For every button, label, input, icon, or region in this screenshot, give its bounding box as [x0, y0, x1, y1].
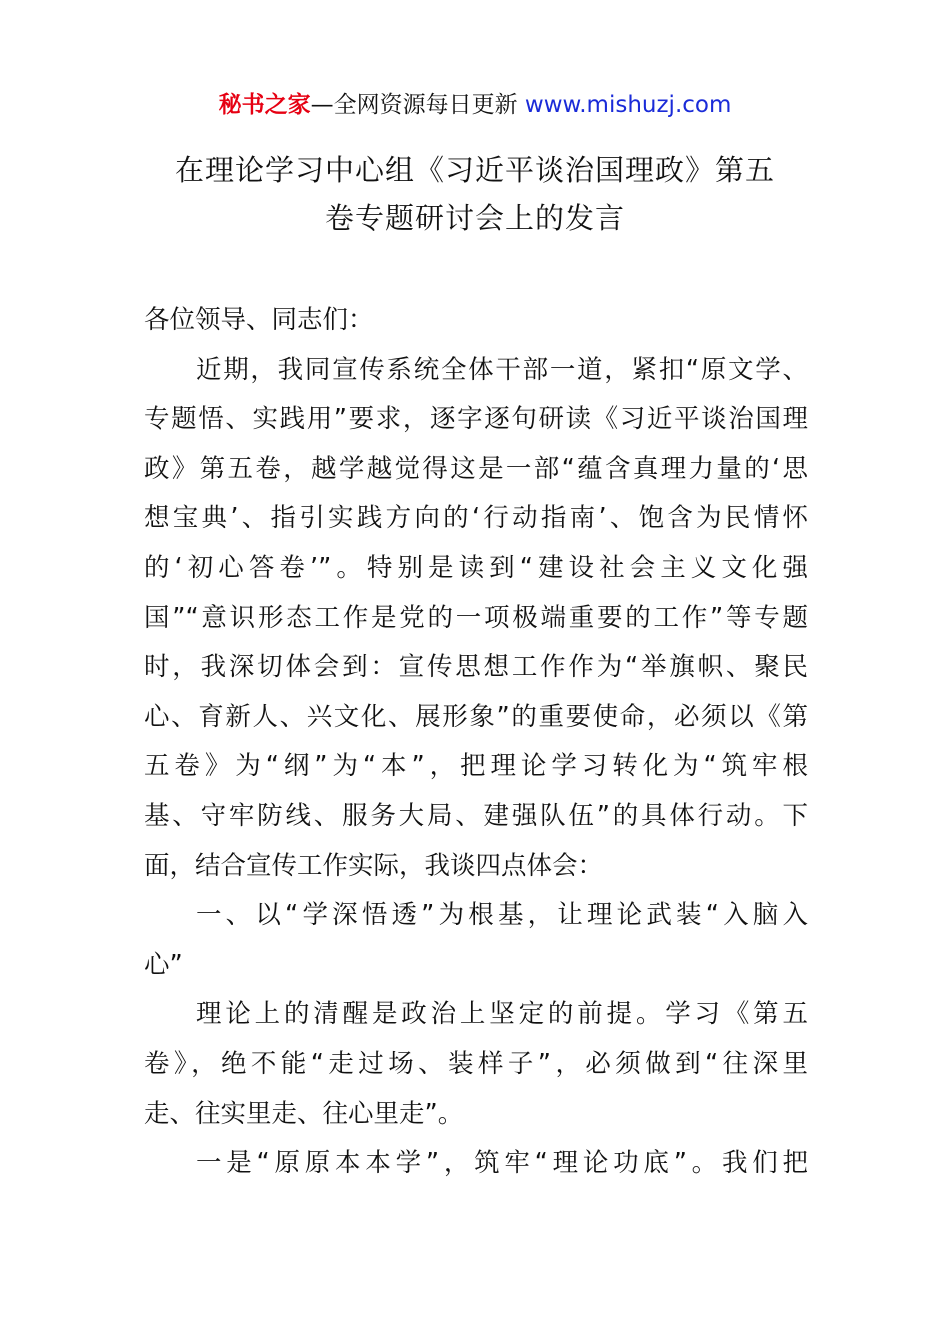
body-line: 一是“原原本本学”，筑牢“理论功底”。我们把 — [196, 1148, 808, 1179]
document-body — [144, 296, 808, 1189]
body-line: 基、守牢防线、服务大局、建强队伍”的具体行动。下 — [144, 800, 808, 831]
body-line: 的‘初心答卷’”。特别是读到“建设社会主义文化强 — [144, 552, 808, 583]
body-line: 面，结合宣传工作实际，我谈四点体会： — [144, 850, 604, 881]
body-line: 心、育新人、兴文化、展形象”的重要使命，必须以《第 — [144, 701, 808, 732]
body-line: 国”“意识形态工作是党的一项极端重要的工作”等专题 — [144, 602, 808, 633]
site-url-link[interactable]: www.mishuzj.com — [524, 92, 732, 118]
body-line: 走、往实里走、往心里走”。 — [144, 1098, 464, 1129]
body-line: 理论上的清醒是政治上坚定的前提。学习《第五 — [196, 999, 808, 1030]
site-header — [0, 88, 950, 122]
body-line: 想宝典’、指引实践方向的‘行动指南’、饱含为民情怀 — [144, 503, 808, 534]
body-line: 专题悟、实践用”要求，逐字逐句研读《习近平谈治国理 — [144, 404, 808, 435]
title-line-1: 在理论学习中心组《习近平谈治国理政》第五 — [174, 153, 775, 187]
body-line: 政》第五卷，越学越觉得这是一部“蕴含真理力量的‘思 — [144, 453, 808, 484]
section-heading-1-end: 心” — [144, 949, 183, 980]
body-line: 卷》，绝不能“走过场、装样子”，必须做到“往深里 — [144, 1048, 808, 1079]
header-tagline: 全网资源每日更新 — [333, 92, 518, 118]
brand-name: 秘书之家 — [218, 92, 311, 118]
document-title — [100, 146, 850, 242]
section-heading-1: 一、以“学深悟透”为根基，让理论武装“入脑入 — [196, 900, 808, 931]
header-dash: — — [310, 92, 334, 118]
salutation: 各位领导、同志们： — [144, 305, 374, 335]
body-line: 时，我深切体会到：宣传思想工作作为“举旗帜、聚民 — [144, 652, 808, 683]
body-line: 五卷》为“纲”为“本”，把理论学习转化为“筑牢根 — [144, 751, 808, 782]
title-line-2: 卷专题研讨会上的发言 — [324, 201, 625, 235]
body-line: 近期，我同宣传系统全体干部一道，紧扣“原文学、 — [196, 354, 808, 385]
